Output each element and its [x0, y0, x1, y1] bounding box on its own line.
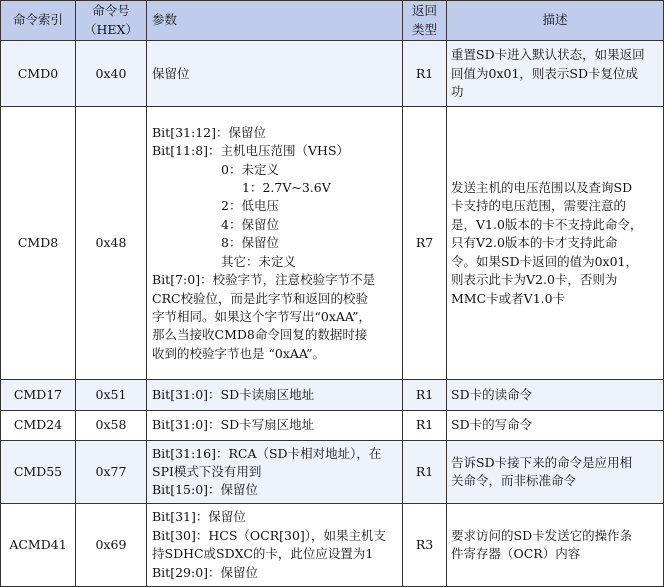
return-type-cell: R1 [403, 440, 447, 503]
command-hex-cell: 0x58 [76, 410, 147, 440]
command-hex-cell: 0x40 [76, 41, 147, 107]
return-type-cell: R1 [403, 380, 447, 410]
command-hex-cell: 0x77 [76, 440, 147, 503]
command-index-cell: CMD17 [1, 380, 76, 410]
params-cell: Bit[31:0]：SD卡写扇区地址 [147, 410, 403, 440]
description-cell: SD卡的读命令 [447, 380, 664, 410]
params-cell: 保留位 [147, 41, 403, 107]
command-hex-cell: 0x69 [76, 504, 147, 587]
params-cell: Bit[31:16]：RCA（SD卡相对地址），在 SPI模式下没有用到 Bit[15:0]：保留位 [147, 440, 403, 503]
return-type-cell: R3 [403, 504, 447, 587]
header-row [1, 1, 664, 41]
command-hex-cell: 0x51 [76, 380, 147, 410]
command-hex-cell: 0x48 [76, 107, 147, 380]
description-cell: 告诉SD卡接下来的命令是应用相 关命令，而非标准命令 [447, 440, 664, 503]
params-cell: Bit[31]：保留位 Bit[30]：HCS（OCR[30]），如果主机支 持SDHC或SDXC的卡，此位应设置为1 Bit[29:0]：保留位 [147, 504, 403, 587]
header-command-hex: 命令号 （HEX） [76, 1, 147, 41]
return-type-cell: R1 [403, 41, 447, 107]
table-row-cmd8 [1, 107, 664, 380]
command-index-cell: CMD8 [1, 107, 76, 380]
return-type-cell: R1 [403, 410, 447, 440]
table-row-cmd55 [1, 440, 664, 503]
description-cell: SD卡的写命令 [447, 410, 664, 440]
params-cell: Bit[31:0]：SD卡读扇区地址 [147, 380, 403, 410]
header-command-index: 命令索引 [1, 1, 76, 41]
header-description: 描述 [447, 1, 664, 41]
table-row-cmd0 [1, 41, 664, 107]
description-cell: 发送主机的电压范围以及查询SD 卡支持的电压范围，需要注意的 是，V1.0版本的卡不支持此命令， 只有V2.0版本的卡才支持此命 令。如果SD卡返回的值为0x01， 则表示此卡为V2.0卡，否则为 MMC卡或者V1.0卡 [447, 107, 664, 380]
command-index-cell: CMD24 [1, 410, 76, 440]
command-index-cell: CMD0 [1, 41, 76, 107]
command-index-cell: CMD55 [1, 440, 76, 503]
description-cell: 重置SD卡进入默认状态，如果返回 回值为0x01，则表示SD卡复位成 功 [447, 41, 664, 107]
command-index-cell: ACMD41 [1, 504, 76, 587]
table-row-acmd41 [1, 504, 664, 587]
return-type-cell: R7 [403, 107, 447, 380]
table-row-cmd24 [1, 410, 664, 440]
table-row-cmd17 [1, 380, 664, 410]
header-return-type: 返回 类型 [403, 1, 447, 41]
description-cell: 要求访问的SD卡发送它的操作条 件寄存器（OCR）内容 [447, 504, 664, 587]
header-params: 参数 [147, 1, 403, 41]
params-cell: Bit[31:12]：保留位 Bit[11:8]：主机电压范围（VHS） 0：未定义 1：2.7V~3.6V 2：低电压 4：保留位 8：保留位 其它：未定义 Bit[7:0]：校验字节，注意校验字节不是 CRC校验位，而是此字节和返回的校验 字节相同。如果这个字节写出“0xAA”， 那么当接收CMD8命令回复的数据时接 收到的校验字节也是 “0xAA”。 [147, 107, 403, 380]
